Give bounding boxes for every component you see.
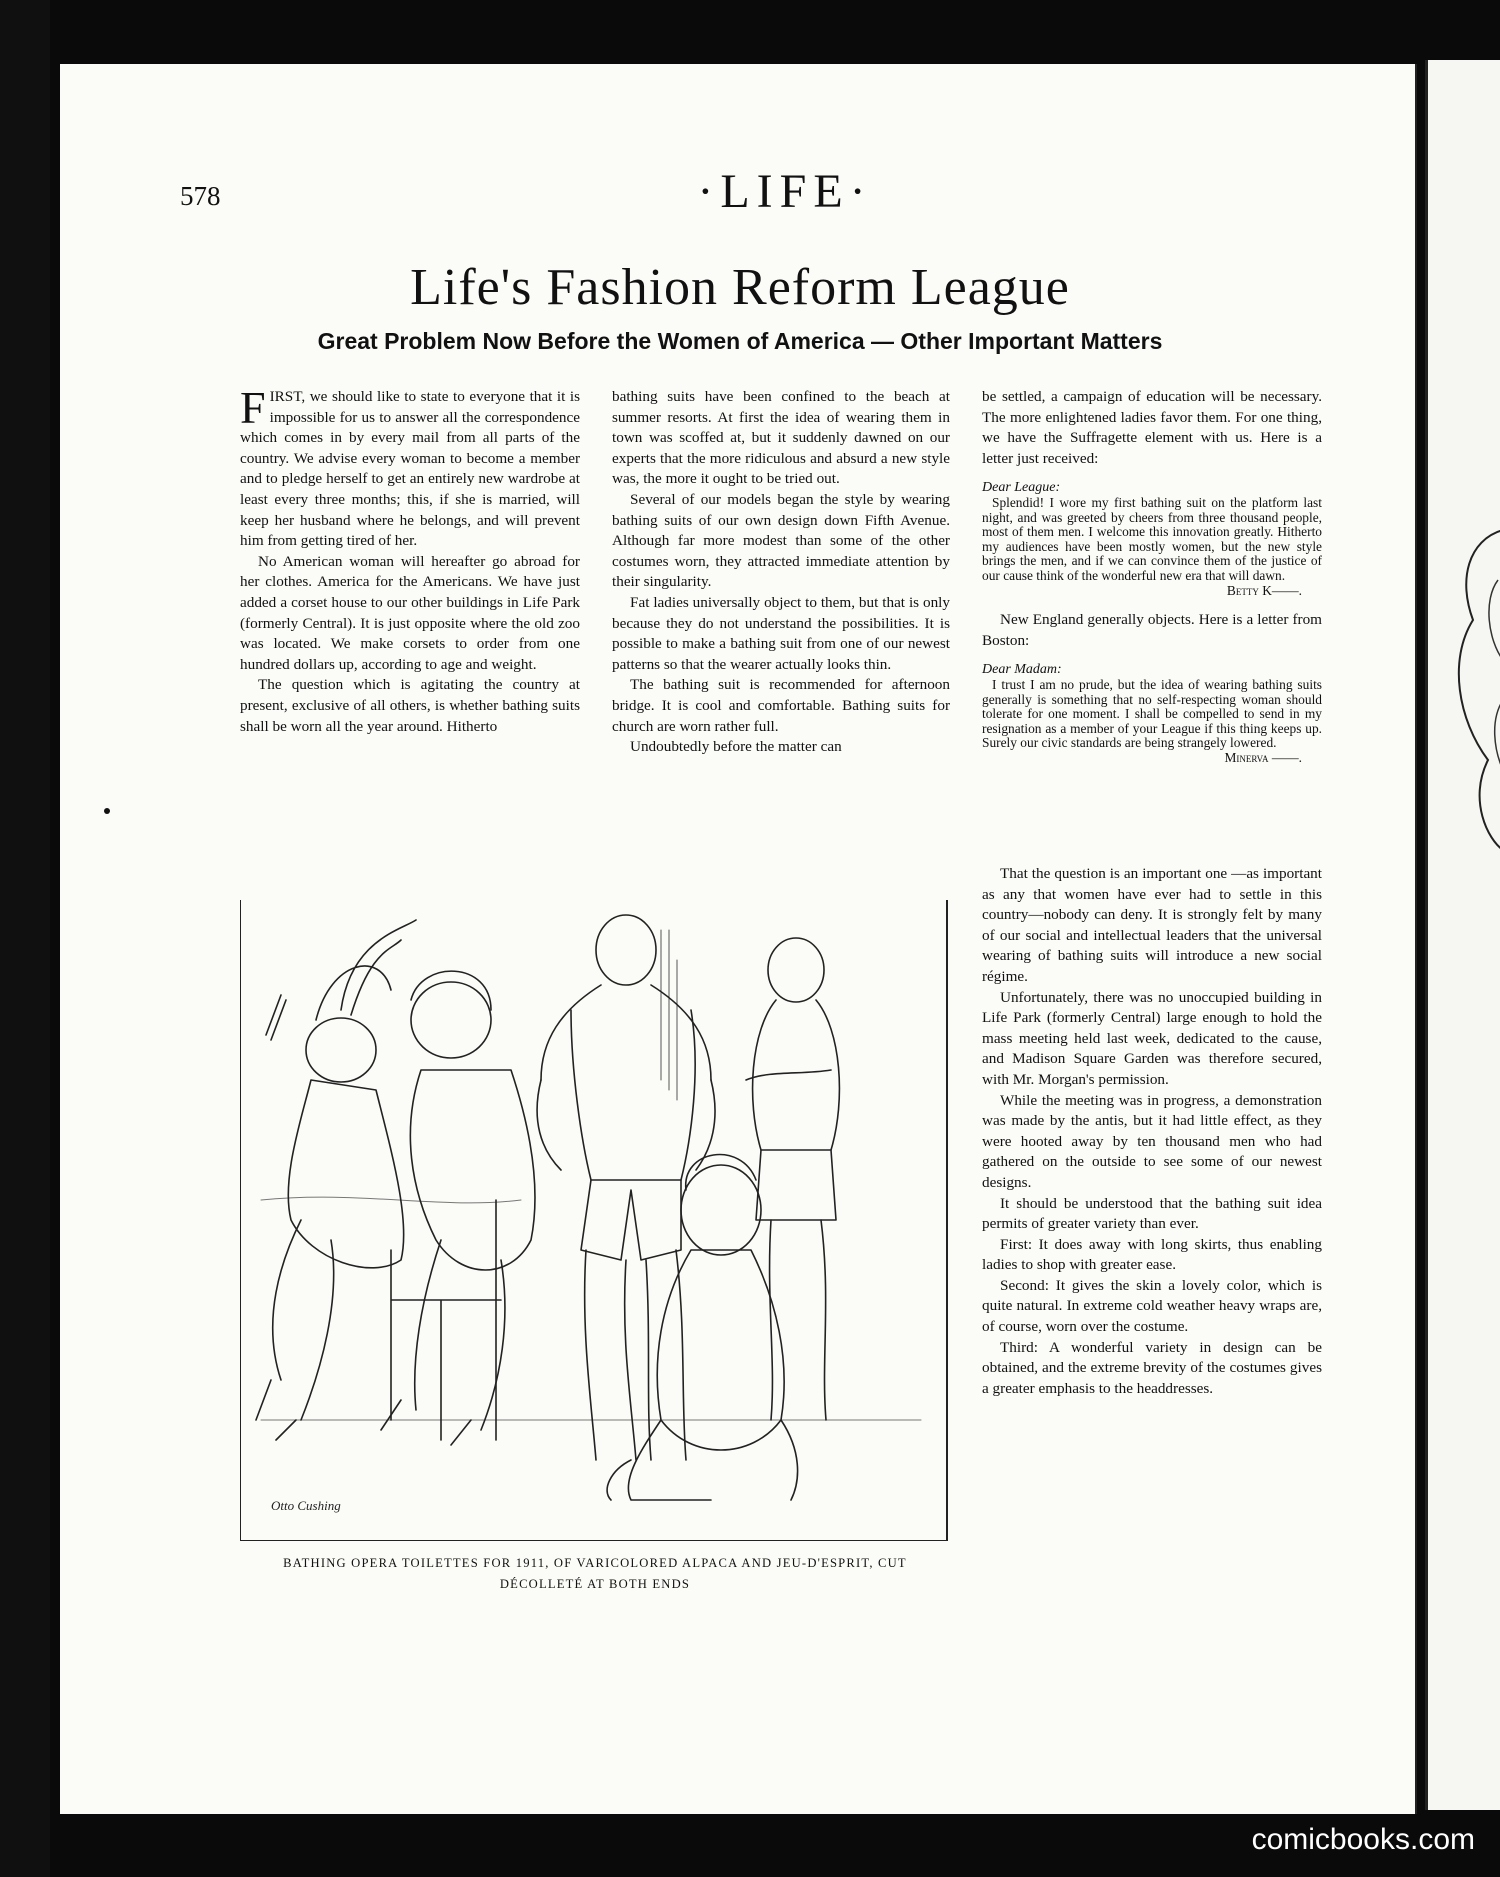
- paragraph: be settled, a campaign of education will be necessary. The more enlightened ladies favor them. For one thing, we have the Suffragette element with us. Here is a letter just received:: [982, 388, 1322, 467]
- letter-minerva: [982, 663, 1322, 765]
- letter-salutation: Dear Madam:: [982, 662, 1062, 678]
- artist-signature: Otto Cushing: [271, 1498, 341, 1513]
- masthead: ·LIFE·: [697, 165, 873, 218]
- margin-dot: [104, 808, 110, 814]
- paragraph: Several of our models began the style by wearing bathing suits of our own design down Fifth Avenue. Although far more modest than some of the other costumes worn, they attracted immediate attention by their singularity.: [612, 490, 950, 591]
- page-number: 578: [180, 181, 221, 211]
- paragraph: bathing suits have been confined to the beach at summer resorts. At first the idea of wearing them in town was scoffed at, but it suddenly dawned on our experts that the more ridiculous and absurd a new style was, the more it ought to be tried out.: [612, 388, 950, 488]
- caption-line: DÉCOLLETÉ AT BOTH ENDS: [499, 1577, 691, 1591]
- paragraph: It should be understood that the bathing suit idea permits of greater variety than ever.: [982, 1194, 1322, 1233]
- adjacent-page-edge: [1425, 60, 1500, 1810]
- drop-cap: F: [240, 382, 266, 433]
- letter-body: I trust I am no prude, but the idea of wearing bathing suits generally is something that no self-respecting woman should tolerate for one moment. I shall be compelled to send in my resignation as a member of your League if this thing keeps up. Surely our civic standards are being strangely lowered.: [982, 676, 1322, 751]
- paragraph: [240, 382, 580, 552]
- illustration-drawing: [241, 900, 946, 1540]
- watermark-logo: comicbooks.com: [1251, 1823, 1475, 1856]
- scan-left-edge: [0, 0, 50, 1877]
- letter-body: Splendid! I wore my first bathing suit on the platform last night, and was greeted by cheers from three thousand people, most of them men. I welcome this innovation greatly. Hitherto my audiences have been mostly women, but the new style brings the men, and if we can convince them of the justice of our cause think of the wonderful new era that will dawn.: [982, 494, 1322, 583]
- paragraph-text: IRST, we should like to state to everyone that it is impossible for us to answer all the correspondence which comes in by every mail from all parts of the country. We advise every woman to become a member and to pledge herself to get an entirely new wardrobe at least every three months; this, if she is married, will keep her husband where he belongs, and will prevent him from getting tired of her.: [240, 388, 580, 550]
- letter-salutation: Dear League:: [982, 480, 1061, 496]
- column-1: [240, 382, 580, 737]
- paragraph: Undoubtedly before the matter can: [630, 738, 842, 756]
- paragraph: The bathing suit is recommended for afternoon bridge. It is cool and comfortable. Bathing suits for church are worn rather full.: [612, 676, 950, 735]
- letter-signature: Betty K——.: [1226, 582, 1302, 598]
- paragraph: Fat ladies universally object to them, but that is only because they do not understand the possibilities. It is possible to make a bathing suit from one of our newest patterns so that the wearer actually looks thin.: [612, 593, 950, 673]
- paragraph: While the meeting was in progress, a demonstration was made by the antis, but it had little effect, as they were hooted away by ten thousand men who had gathered on the outside to see some of our newest designs.: [982, 1091, 1322, 1191]
- paragraph: Third: A wonderful variety in design can be obtained, and the extreme brevity of the costumes gives a greater emphasis to the headdresses.: [982, 1338, 1322, 1397]
- paragraph: Second: It gives the skin a lovely color, which is quite natural. In extreme cold weather heavy wraps are, of course, worn over the costume.: [982, 1276, 1322, 1336]
- paragraph: That the question is an important one —as important as any that women have ever had to settle in this country—nobody can deny. It is strongly felt by many of our social and intellectual leaders that the universal wearing of bathing suits will introduce a new social régime.: [982, 865, 1322, 985]
- letter-betty: [982, 481, 1322, 598]
- paragraph: New England generally objects. Here is a letter from Boston:: [982, 611, 1322, 649]
- column-3-top: [982, 387, 1322, 777]
- paragraph: Unfortunately, there was no unoccupied building in Life Park (formerly Central) large enough to hold the mass meeting held last week, dedicated to the cause, and Madison Square Garden was therefore secured, with Mr. Morgan's permission.: [982, 988, 1322, 1088]
- paragraph: No American woman will hereafter go abroad for her clothes. America for the Americans. We have just added a corset house to our other buildings in Life Park (formerly Central). It is just opposite where the old zoo was located. We make corsets to order from one hundred dollars up, according to age and weight.: [240, 552, 580, 673]
- paragraph: First: It does away with long skirts, thus enabling ladies to shop with greater ease.: [982, 1235, 1322, 1274]
- illustration-caption: [245, 1553, 945, 1595]
- paragraph: The question which is agitating the country at present, exclusive of all others, is whether bathing suits shall be worn all the year around. Hitherto: [240, 676, 580, 735]
- article-subtitle: Great Problem Now Before the Women of America — Other Important Matters: [317, 328, 1163, 354]
- letter-signature: Minerva ——.: [1224, 749, 1302, 765]
- column-2: [612, 387, 950, 758]
- article-title: Life's Fashion Reform League: [410, 259, 1070, 316]
- column-3-bottom: [982, 864, 1322, 1399]
- illustration-bathing-costumes: [240, 900, 948, 1541]
- caption-line: BATHING OPERA TOILETTES FOR 1911, OF VARICOLORED ALPACA AND JEU-D'ESPRIT, CUT: [283, 1556, 907, 1570]
